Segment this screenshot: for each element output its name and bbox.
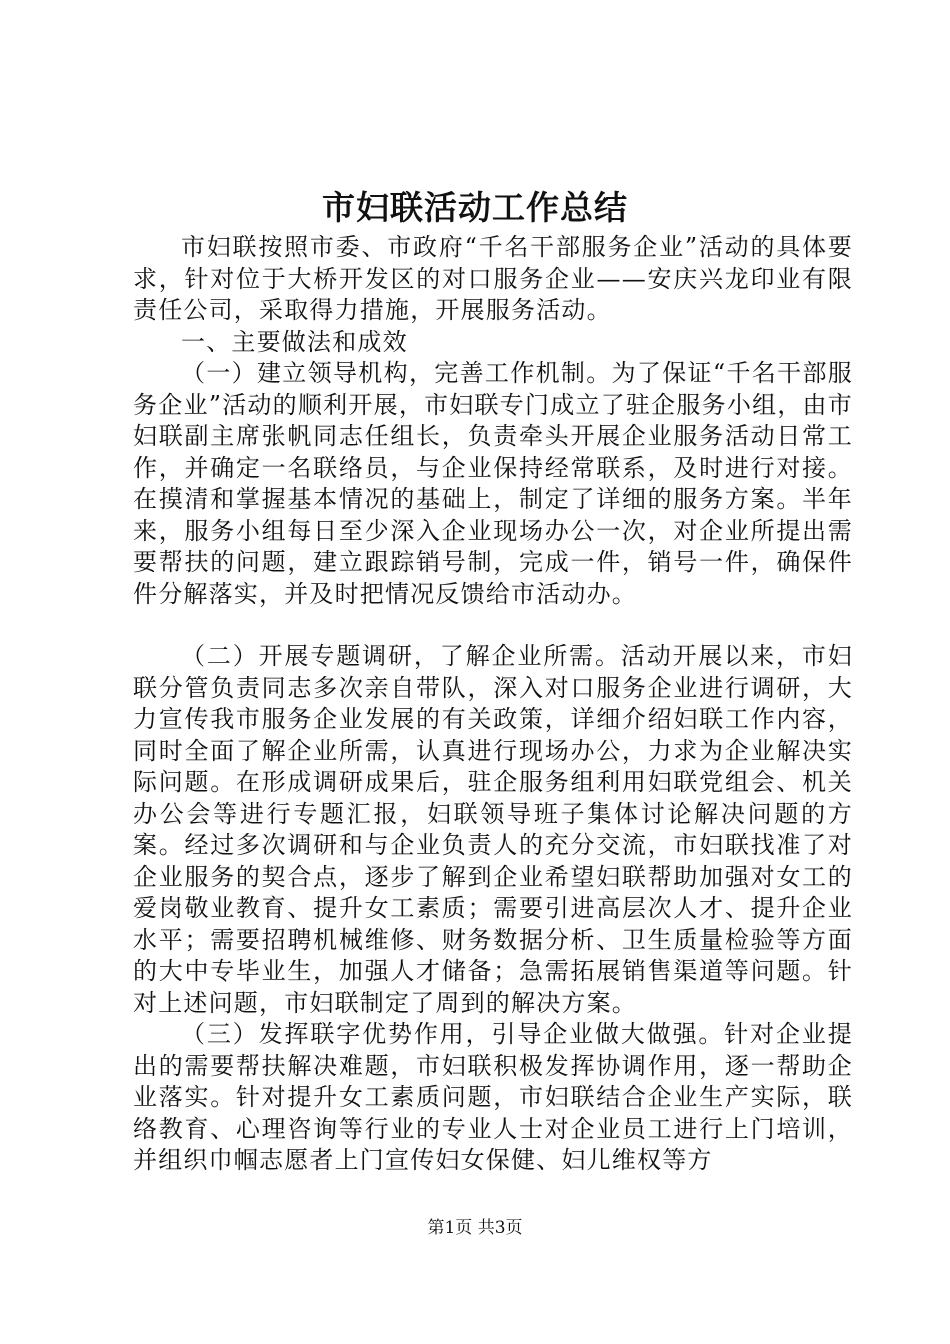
paragraph-item-3: （三）发挥联字优势作用，引导企业做大做强。针对企业提出的需要帮扶解决难题，市妇联积极发挥协调作用，逐一帮助企业落实。针对提升女工素质问题，市妇联结合企业生产实际，联络教育、心理咨询等行业的专业人士对企业员工进行上门培训，并组织巾帼志愿者上门宣传妇女保健、妇儿维权等方 bbox=[133, 1020, 853, 1174]
document-body bbox=[133, 232, 853, 1177]
page-number-footer: 第1页 共3页 bbox=[427, 1218, 523, 1238]
intro-paragraph: 市妇联按照市委、市政府“千名干部服务企业”活动的具体要求，针对位于大桥开发区的对口服务企业——安庆兴龙印业有限责任公司，采取得力措施，开展服务活动。 bbox=[133, 233, 853, 324]
paragraph-item-1: （一）建立领导机构，完善工作机制。为了保证“千名干部服务企业”活动的顺利开展，市妇联专门成立了驻企服务小组，由市妇联副主席张帆同志任组长，负责牵头开展企业服务活动日常工作，并确定一名联络员，与企业保持经常联系，及时进行对接。在摸清和掌握基本情况的基础上，制定了详细的服务方案。半年来，服务小组每日至少深入企业现场办公一次，对企业所提出需要帮扶的问题，建立跟踪销号制，完成一件，销号一件，确保件件分解落实，并及时把情况反馈给市活动办。 bbox=[133, 359, 853, 608]
paragraph-item-2: （二）开展专题调研，了解企业所需。活动开展以来，市妇联分管负责同志多次亲自带队，深入对口服务企业进行调研，大力宣传我市服务企业发展的有关政策，详细介绍妇联工作内容，同时全面了解企业所需，认真进行现场办公，力求为企业解决实际问题。在形成调研成果后，驻企服务组利用妇联党组会、机关办公会等进行专题汇报，妇联领导班子集体讨论解决问题的方案。经过多次调研和与企业负责人的充分交流，市妇联找准了对企业服务的契合点，逐步了解到企业希望妇联帮助加强对女工的爱岗敬业教育、提升女工素质；需要引进高层次人才、提升企业水平；需要招聘机械维修、财务数据分析、卫生质量检验等方面的大中专毕业生，加强人才储备；急需拓展销售渠道等问题。针对上述问题，市妇联制定了周到的解决方案。 bbox=[133, 642, 853, 1017]
document-title: 市妇联活动工作总结 bbox=[322, 188, 628, 227]
section-heading: 一、主要做法和成效 bbox=[181, 327, 408, 356]
